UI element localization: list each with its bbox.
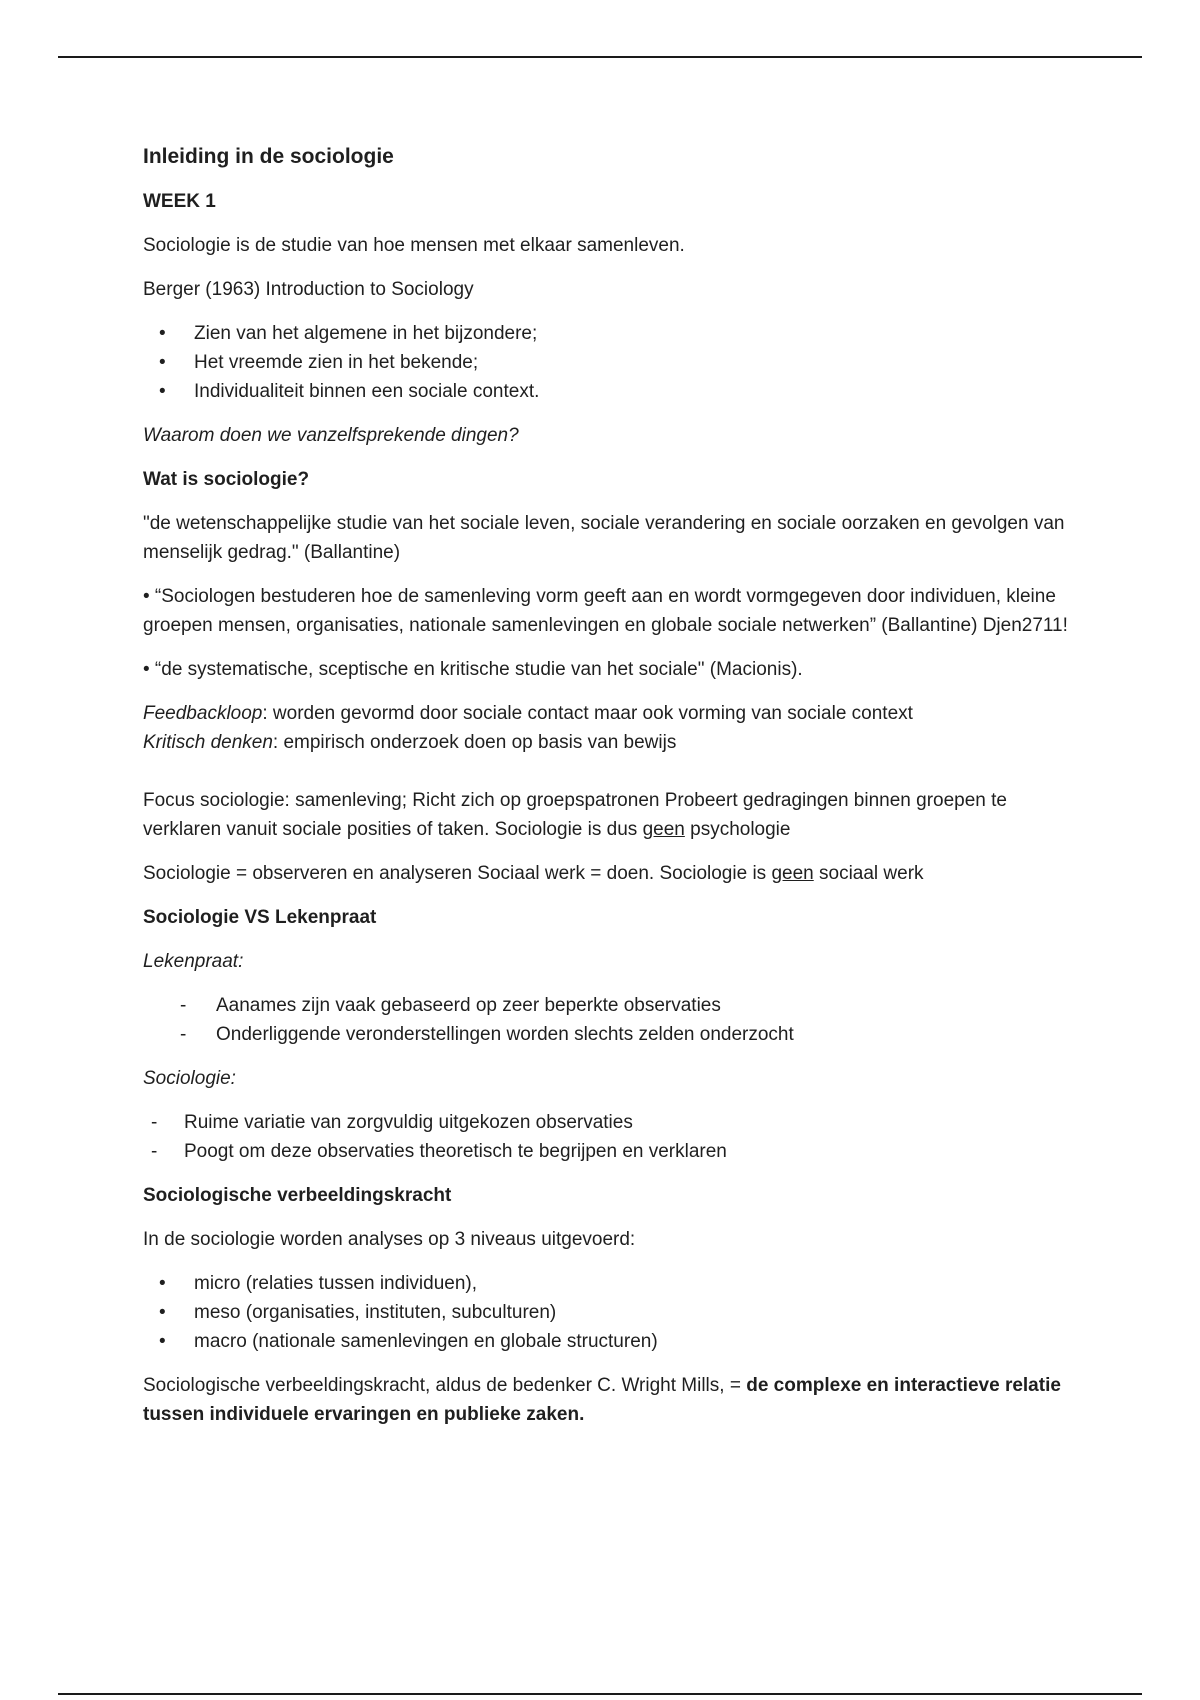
levels-list — [143, 1269, 1073, 1356]
berger-list — [143, 319, 1073, 406]
section-heading-vs: Sociologie VS Lekenpraat — [143, 907, 377, 928]
focus-emphasis: geen — [642, 819, 685, 840]
header-rule — [58, 56, 1142, 58]
list-item: • Het vreemde zien in het bekende; — [194, 348, 1073, 377]
definition-macionis: • “de systematische, sceptische en kritische studie van het sociale" (Macionis). — [143, 659, 803, 680]
list-item: • macro (nationale samenlevingen en globale structuren) — [194, 1327, 1073, 1356]
question-paragraph: Waarom doen we vanzelfsprekende dingen? — [143, 425, 519, 446]
definition-ballantine-2: • “Sociologen bestuderen hoe de samenleving vorm geeft aan en wordt vormgegeven door individuen, kleine groepen mensen, organisaties, nationale samenlevingen en globale sociale netwerken” (Ballantine) Djen2711! — [143, 586, 1068, 636]
lekenpraat-label: Lekenpraat: — [143, 951, 244, 972]
observe-text: Sociologie = observeren en analyseren Sociaal werk = doen. Sociologie is — [143, 863, 772, 884]
kritisch-text: : empirisch onderzoek doen op basis van bewijs — [272, 732, 677, 753]
list-item: • Zien van het algemene in het bijzondere; — [194, 319, 1073, 348]
mills-paragraph — [143, 1371, 1073, 1429]
definition-ballantine-1: "de wetenschappelijke studie van het sociale leven, sociale verandering en sociale oorzaken en gevolgen van menselijk gedrag." (Ballantine) — [143, 513, 1065, 563]
observe-paragraph — [143, 859, 1073, 888]
lekenpraat-list — [143, 991, 1073, 1049]
terms-paragraph — [143, 699, 1073, 757]
levels-intro: In de sociologie worden analyses op 3 niveaus uitgevoerd: — [143, 1229, 636, 1250]
document-body — [143, 142, 1073, 1444]
focus-text: Focus sociologie: samenleving; Richt zich op groepspatronen Probeert gedragingen binnen groepen te verklaren vanuit sociale posities of taken. Sociologie is dus — [143, 790, 1007, 840]
sociologie-list — [143, 1108, 1073, 1166]
focus-text-end: psychologie — [684, 819, 791, 840]
sociologie-label: Sociologie: — [143, 1068, 236, 1089]
list-item: • meso (organisaties, instituten, subculturen) — [194, 1298, 1073, 1327]
mills-emphasis: de complexe en interactieve relatie tussen individuele ervaringen en publieke zaken. — [143, 1375, 1061, 1425]
observe-emphasis: geen — [771, 863, 814, 884]
feedback-text: : worden gevormd door sociale contact maar ook vorming van sociale context — [262, 703, 913, 724]
section-heading-what: Wat is sociologie? — [143, 469, 310, 490]
document-title: Inleiding in de sociologie — [143, 145, 394, 168]
berger-reference: Berger (1963) Introduction to Sociology — [143, 279, 474, 300]
week-heading: WEEK 1 — [143, 191, 216, 212]
list-item: - Aanames zijn vaak gebaseerd op zeer beperkte observaties — [216, 991, 1073, 1020]
list-item: • Individualiteit binnen een sociale context. — [194, 377, 1073, 406]
feedback-term: Feedbackloop — [143, 703, 263, 724]
mills-text: Sociologische verbeeldingskracht, aldus de bedenker C. Wright Mills, = — [143, 1375, 747, 1396]
kritisch-term: Kritisch denken — [143, 732, 273, 753]
list-item: - Ruime variatie van zorgvuldig uitgekozen observaties — [184, 1108, 1073, 1137]
list-item: - Onderliggende veronderstellingen worden slechts zelden onderzocht — [216, 1020, 1073, 1049]
list-item: - Poogt om deze observaties theoretisch te begrijpen en verklaren — [184, 1137, 1073, 1166]
observe-text-end: sociaal werk — [813, 863, 924, 884]
list-item: • micro (relaties tussen individuen), — [194, 1269, 1073, 1298]
focus-paragraph — [143, 786, 1073, 844]
section-heading-verbeelding: Sociologische verbeeldingskracht — [143, 1185, 452, 1206]
intro-paragraph: Sociologie is de studie van hoe mensen met elkaar samenleven. — [143, 235, 685, 256]
footer-rule — [58, 1693, 1142, 1695]
